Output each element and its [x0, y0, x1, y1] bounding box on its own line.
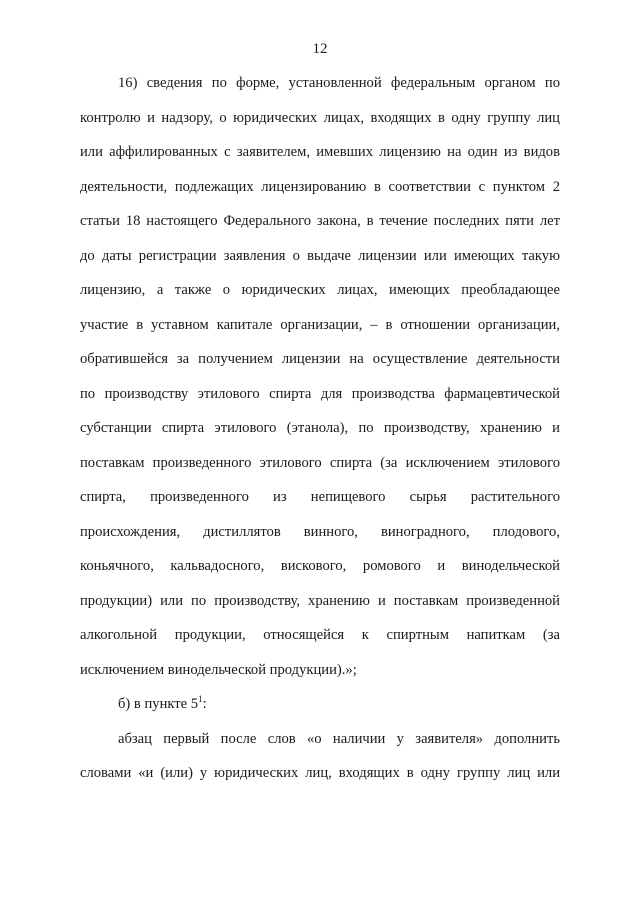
text-line: спирта, произведенного из непищевого сырья растительного [80, 489, 560, 505]
text-line: словами «и (или) у юридических лиц, входящих в одну группу лиц или [80, 765, 560, 781]
text-line: статьи 18 настоящего Федерального закона, в течение последних пяти лет [80, 213, 560, 229]
text-line: до даты регистрации заявления о выдаче лицензии или имеющих такую [80, 247, 560, 264]
document-body [80, 66, 560, 791]
item-b-text: б) в пункте 5 [118, 696, 199, 712]
text-line: алкогольной продукции, относящейся к спиртным напиткам (за [80, 627, 560, 643]
superscript: 1 [198, 694, 203, 705]
text-line: лицензию, а также о юридических лицах, имеющих преобладающее [80, 282, 560, 298]
paragraph-16 [80, 66, 560, 687]
text-line: субстанции спирта этилового (этанола), по производству, хранению и [80, 420, 560, 436]
page-number: 12 [312, 41, 328, 57]
text-line: участие в уставном капитале организации, – в отношении организации, [80, 316, 560, 333]
paragraph-abzac [80, 722, 560, 791]
item-b [80, 687, 560, 722]
text-line: по производству этилового спирта для производства фармацевтической [80, 385, 560, 402]
text-line: обратившейся за получением лицензии на осуществление деятельности [80, 351, 560, 367]
text-line: поставкам произведенного этилового спирта (за исключением этилового [80, 454, 560, 471]
text-line: 16) сведения по форме, установленной федеральным органом по [118, 75, 560, 91]
text-line: происхождения, дистиллятов винного, виноградного, плодового, [80, 523, 560, 540]
text-line: исключением винодельческой продукции).»; [80, 661, 357, 678]
text-line [80, 687, 560, 722]
text-line: контролю и надзору, о юридических лицах, входящих в одну группу лиц [80, 109, 560, 126]
text-line: деятельности, подлежащих лицензированию в соответствии с пунктом 2 [80, 178, 560, 195]
item-b-suffix: : [202, 696, 207, 712]
text-line: или аффилированных с заявителем, имевших лицензию на один из видов [80, 144, 560, 160]
text-line: абзац первый после слов «о наличии у заявителя» дополнить [118, 730, 560, 747]
text-line: продукции) или по производству, хранению и поставкам произведенной [80, 592, 560, 609]
text-line: коньячного, кальвадосного, вискового, ромового и винодельческой [80, 558, 560, 574]
